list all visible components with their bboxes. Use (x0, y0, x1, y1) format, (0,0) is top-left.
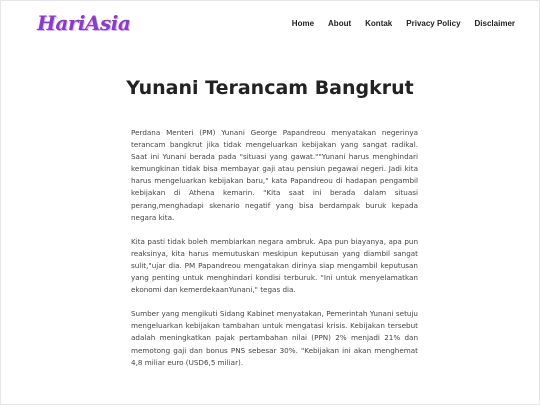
article-paragraph: Perdana Menteri (PM) Yunani George Papandreou menyatakan negerinya terancam bangkrut jika tidak mengeluarkan kebijakan yang sangat radikal. Saat ini Yunani berada pada "situasi yang gawat.""Yunani harus menghindari kemungkinan tidak bisa membayar gaji atau pensiun pegawai negeri. Jadi kita harus mengeluarkan kebijakan baru," kata Papandreou di hadapan pengambil kebijakan di Athena kemarin. "Kita saat ini berada dalam situasi perang,menghadapi skenario negatif yang bisa berdampak buruk kepada negara kita. (131, 128, 418, 222)
site-header (1, 1, 539, 49)
site-logo[interactable]: HariAsia (37, 11, 131, 35)
article-paragraph: Kita pasti tidak boleh membiarkan negara ambruk. Apa pun biayanya, apa pun reaksinya, kita harus memutuskan meskipun keputusan yang diambil sangat sulit,"ujar dia. PM Papandreou mengatakan dirinya siap mengambil keputusan yang penting untuk menghindari kondisi terburuk. "Ini untuk menyelamatkan ekonomi dan kemerdekaanYunani," tegas dia. (131, 236, 418, 295)
main-nav (292, 19, 515, 28)
nav-disclaimer[interactable]: Disclaimer (474, 19, 515, 28)
nav-about[interactable]: About (328, 19, 352, 28)
article-paragraph: Sumber yang mengikuti Sidang Kabinet menyatakan, Pemerintah Yunani setuju mengeluarkan kebijakan tambahan untuk mengatasi krisis. Kebijakan tersebut adalah meningkatkan pajak pertambahan nilai (PPN) 2% menjadi 21% dan memotong gaji dan bonus PNS sebesar 30%. "Kebijakan ini akan menghemat 4,8 miliar euro (USD6,5 miliar). (131, 309, 418, 367)
nav-kontak[interactable]: Kontak (365, 19, 393, 28)
article-title: Yunani Terancam Bangkrut (126, 77, 414, 99)
article-body (131, 127, 418, 381)
nav-home[interactable]: Home (291, 19, 315, 28)
nav-privacy-policy[interactable]: Privacy Policy (406, 19, 461, 28)
